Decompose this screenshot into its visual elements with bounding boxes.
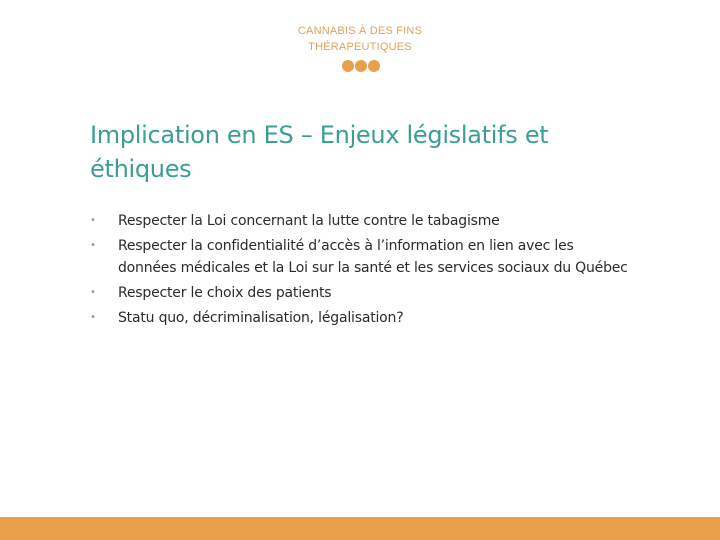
bullet-text: Respecter la Loi concernant la lutte contre le tabagisme — [118, 213, 500, 229]
bullet-list — [88, 210, 628, 332]
bullet-item — [88, 235, 628, 279]
bullet-dot-icon: • — [90, 240, 96, 251]
footer-bar — [0, 517, 720, 540]
dot-3 — [368, 60, 380, 72]
bullet-text: Respecter le choix des patients — [118, 285, 332, 301]
bullet-dot-icon: • — [90, 312, 96, 323]
decorative-dots — [342, 60, 380, 72]
bullet-item — [88, 210, 628, 232]
dot-2 — [355, 60, 367, 72]
bullet-text: Statu quo, décriminalisation, légalisation? — [118, 310, 404, 326]
header-line-2: THÉRAPEUTIQUES — [308, 41, 412, 53]
bullet-item — [88, 282, 628, 304]
dot-1 — [342, 60, 354, 72]
bullet-dot-icon: • — [90, 215, 96, 226]
slide-title: Implication en ES – Enjeux législatifs et éthiques — [90, 121, 549, 183]
bullet-text: Respecter la confidentialité d’accès à l’information en lien avec les données médicales et la Loi sur la santé et les services sociaux du Québec — [118, 238, 628, 276]
bullet-dot-icon: • — [90, 287, 96, 298]
bullet-item — [88, 307, 628, 329]
header-line-1: CANNABIS À DES FINS — [297, 25, 423, 37]
